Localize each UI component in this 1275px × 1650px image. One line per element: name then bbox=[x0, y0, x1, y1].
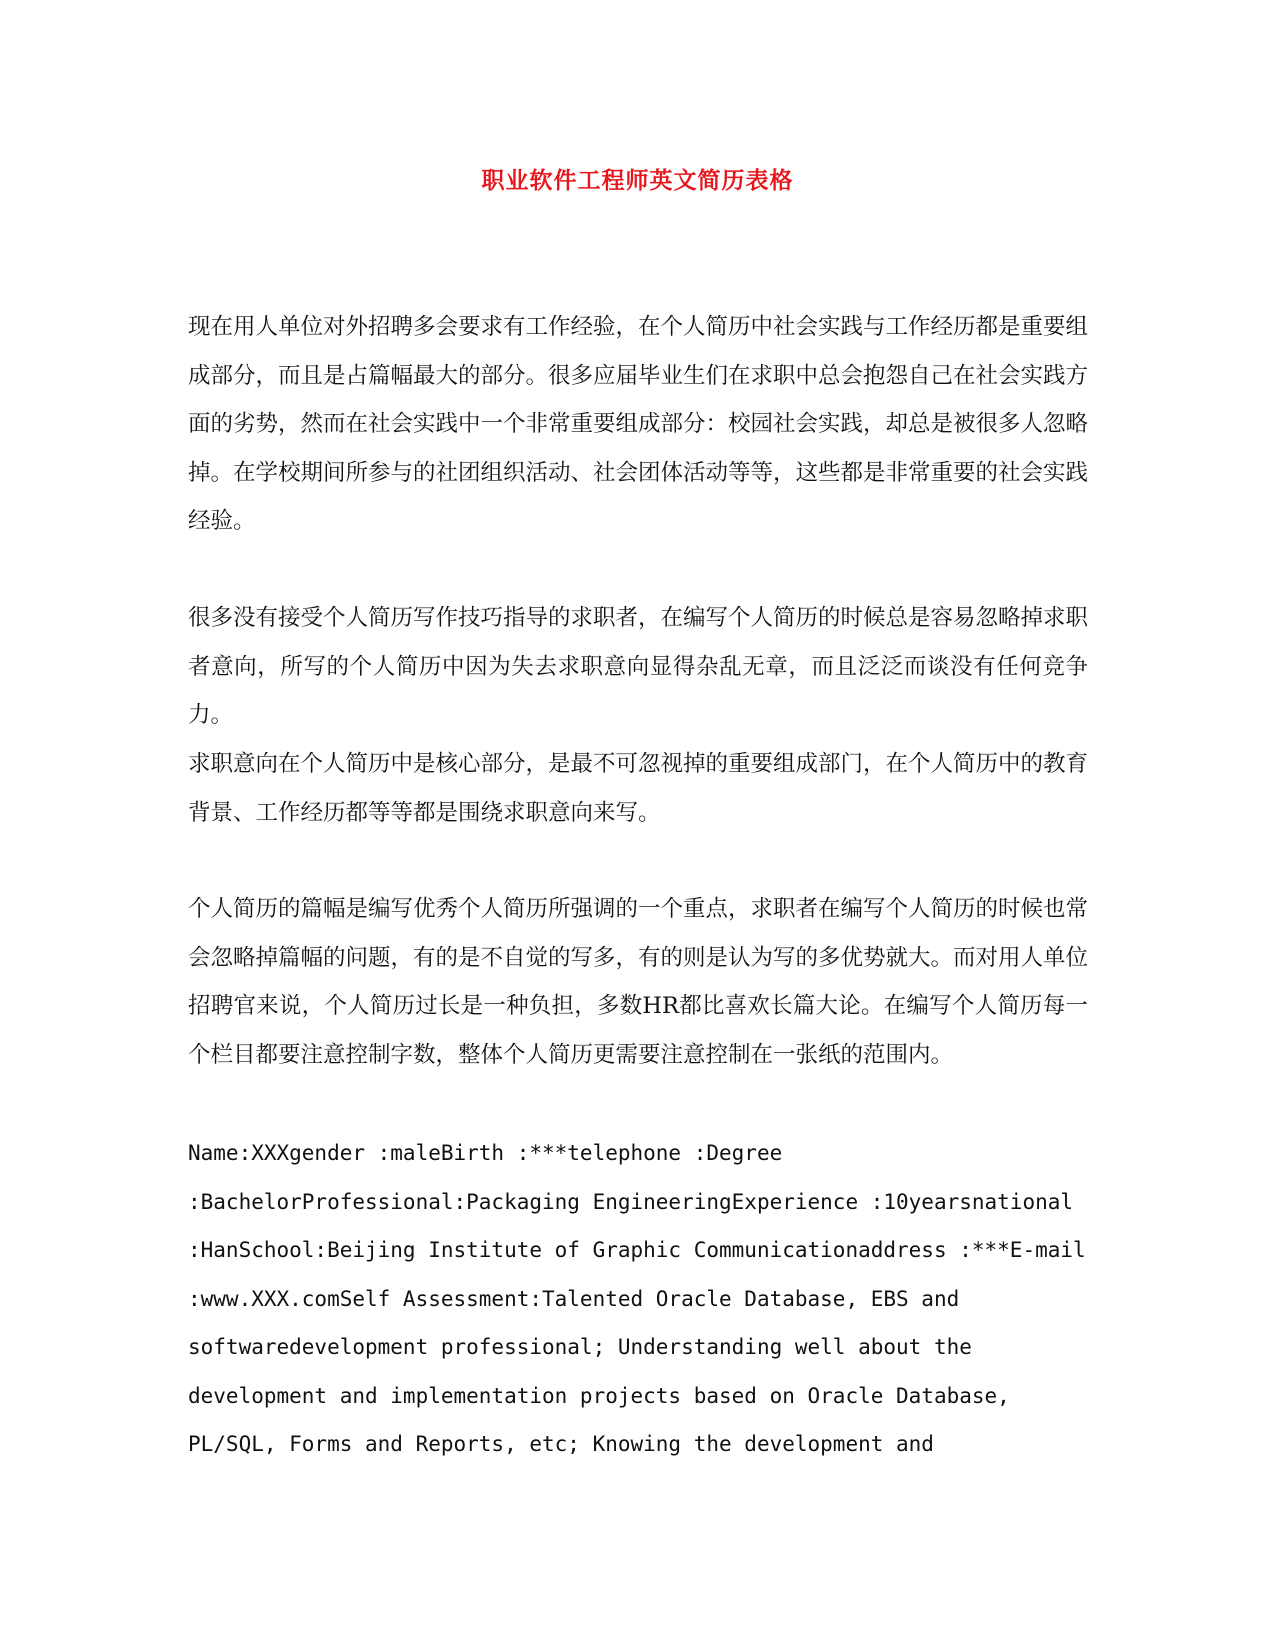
paragraph-job-intention-core: 求职意向在个人简历中是核心部分，是最不可忽视掉的重要组成部门，在个人简历中的教育背景、工作经历都等等都是围绕求职意向来写。 bbox=[188, 751, 1089, 826]
resume-line: PL/SQL, Forms and Reports, etc; Knowing the development and bbox=[188, 1432, 934, 1456]
resume-line: Name:XXXgender :maleBirth :***telephone :Degree bbox=[188, 1141, 783, 1165]
paragraph-resume-length: 个人简历的篇幅是编写优秀个人简历所强调的一个重点，求职者在编写个人简历的时候也常会忽略掉篇幅的问题，有的是不自觉的写多，有的则是认为写的多优势就大。而对用人单位招聘官来说，个人简历过长是一种负担，多数HR都比喜欢长篇大论。在编写个人简历每一个栏目都要注意控制字数，整体个人简历更需要注意控制在一张纸的范围内。 bbox=[188, 896, 1089, 1068]
resume-line: softwaredevelopment professional; Understanding well about the bbox=[188, 1335, 972, 1359]
paragraph-job-intention: 很多没有接受个人简历写作技巧指导的求职者，在编写个人简历的时候总是容易忽略掉求职者意向，所写的个人简历中因为失去求职意向显得杂乱无章，而且泛泛而谈没有任何竞争力。 bbox=[188, 605, 1089, 728]
resume-line: :HanSchool:Beijing Institute of Graphic Communicationaddress :***E-mail bbox=[188, 1238, 1086, 1262]
paragraph-social-practice: 现在用人单位对外招聘多会要求有工作经验，在个人简历中社会实践与工作经历都是重要组成部分，而且是占篇幅最大的部分。很多应届毕业生们在求职中总会抱怨自己在社会实践方面的劣势，然而在社会实践中一个非常重要组成部分：校园社会实践，却总是被很多人忽略掉。在学校期间所参与的社团组织活动、社会团体活动等等，这些都是非常重要的社会实践经验。 bbox=[188, 314, 1089, 534]
document-title: 职业软件工程师英文简历表格 bbox=[481, 167, 794, 194]
resume-line: :www.XXX.comSelf Assessment:Talented Oracle Database, EBS and bbox=[188, 1286, 960, 1311]
resume-line: development and implementation projects based on Oracle Database, bbox=[188, 1383, 1010, 1408]
resume-details bbox=[188, 1129, 1088, 1469]
resume-line: :BachelorProfessional:Packaging EngineeringExperience :10yearsnational bbox=[188, 1189, 1074, 1214]
